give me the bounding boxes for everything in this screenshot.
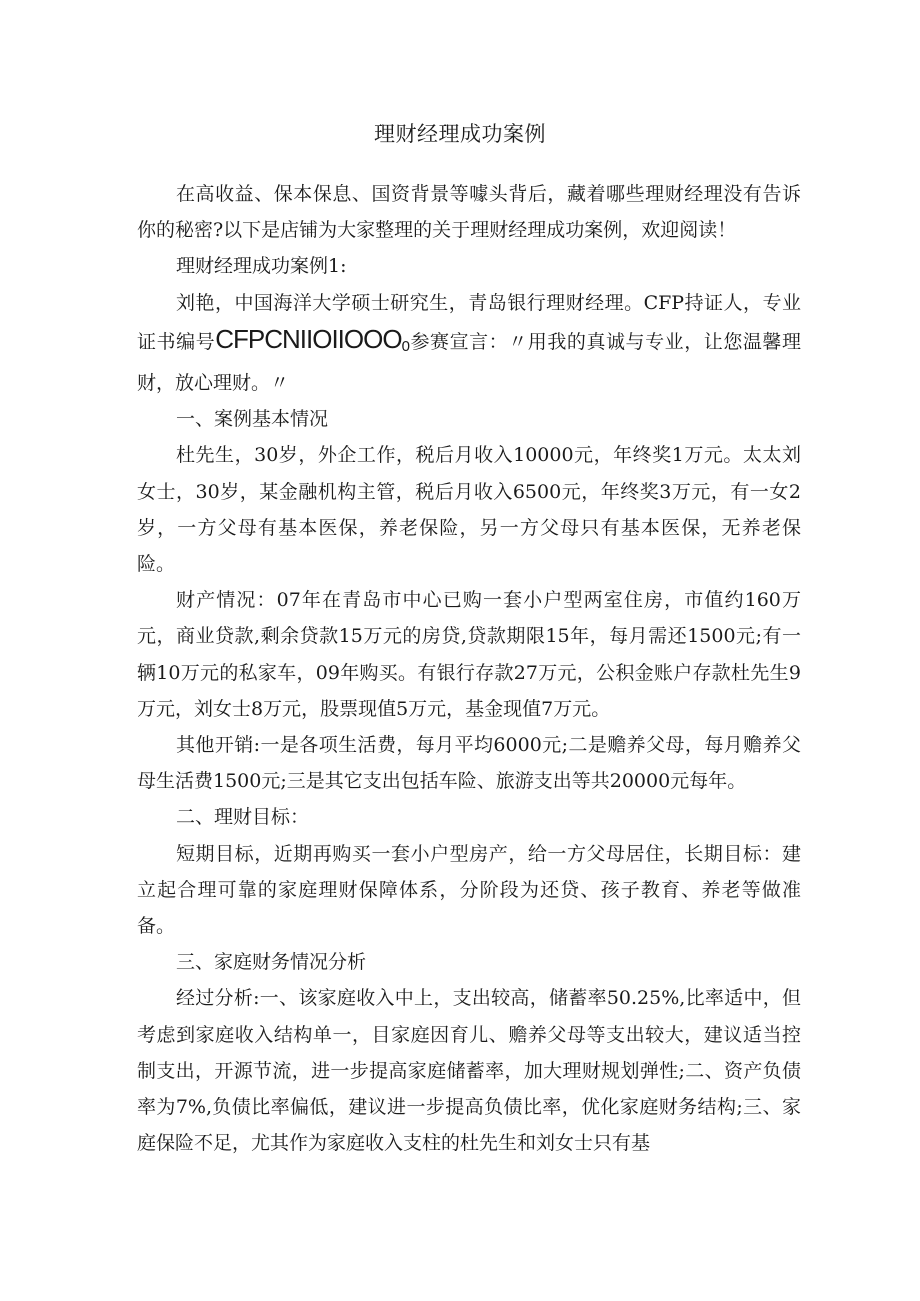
certificate-number: CFPCNIIOIIOOO — [215, 323, 402, 354]
document-body — [137, 176, 801, 1161]
section-heading-analysis: 三、家庭财务情况分析 — [176, 951, 367, 974]
paragraph-assets: 财产情况：07年在青岛市中心已购一套小户型两室住房，市值约160万元，商业贷款,剩余贷款15万元的房贷,贷款期限15年，每月需还1500元;有一辆10万元的私家车，09年购买。有银行存款27万元，公积金账户存款杜先生9万元，刘女士8万元，股票现值5万元，基金现值7万元。 — [137, 589, 801, 720]
paragraph-analysis: 经过分析:一、该家庭收入中上，支出较高，储蓄率50.25%,比率适中，但考虑到家庭收入结构单一，目家庭因育儿、赡养父母等支出较大，建议适当控制支出，开源节流，进一步提高家庭储蓄率，加大理财规划弹性;二、资产负债率为7%,负债比率偏低，建议进一步提高负债比率，优化家庭财务结构;三、家庭保险不足，尤其作为家庭收入支柱的杜先生和刘女士只有基 — [137, 987, 801, 1155]
section-heading-goals: 二、理财目标： — [176, 806, 310, 829]
paragraph-case-heading: 理财经理成功案例1: — [176, 255, 347, 278]
paragraph-intro: 在高收益、保本保息、国资背景等噱头背后，藏着哪些理财经理没有告诉你的秘密?以下是店铺为大家整理的关于理财经理成功案例，欢迎阅读！ — [137, 183, 801, 242]
paragraph-expenses: 其他开销:一是各项生活费，每月平均6000元;二是赡养父母，每月赡养父母生活费1500元;三是其它支出包括车险、旅游支出等共20000元每年。 — [137, 734, 801, 793]
section-heading-basic-info: 一、案例基本情况 — [176, 408, 329, 431]
profile-text: 刘艳，中国海洋大学硕士研究生，青岛银行理财经理。CFP持证人，专业证书编号 — [137, 291, 801, 353]
document-title: 理财经理成功案例 — [374, 122, 546, 146]
certificate-number-subscript: 0 — [401, 337, 410, 355]
paragraph-family-info: 杜先生，30岁，外企工作，税后月收入10000元，年终奖1万元。太太刘女士，30岁，某金融机构主管，税后月收入6500元，年终奖3万元，有一女2岁，一方父母有基本医保，养老保险，另一方父母只有基本医保，无养老保险。 — [137, 444, 801, 576]
paragraph-profile — [137, 285, 801, 402]
profile-declaration: 参赛宣言：〃用我的真诚与专业，让您温馨理财，放心理财。〃 — [137, 330, 801, 395]
paragraph-goals: 短期目标，近期再购买一套小户型房产，给一方父母居住，长期目标：建立起合理可靠的家庭理财保障体系，分阶段为还贷、孩子教育、养老等做准备。 — [137, 842, 801, 938]
